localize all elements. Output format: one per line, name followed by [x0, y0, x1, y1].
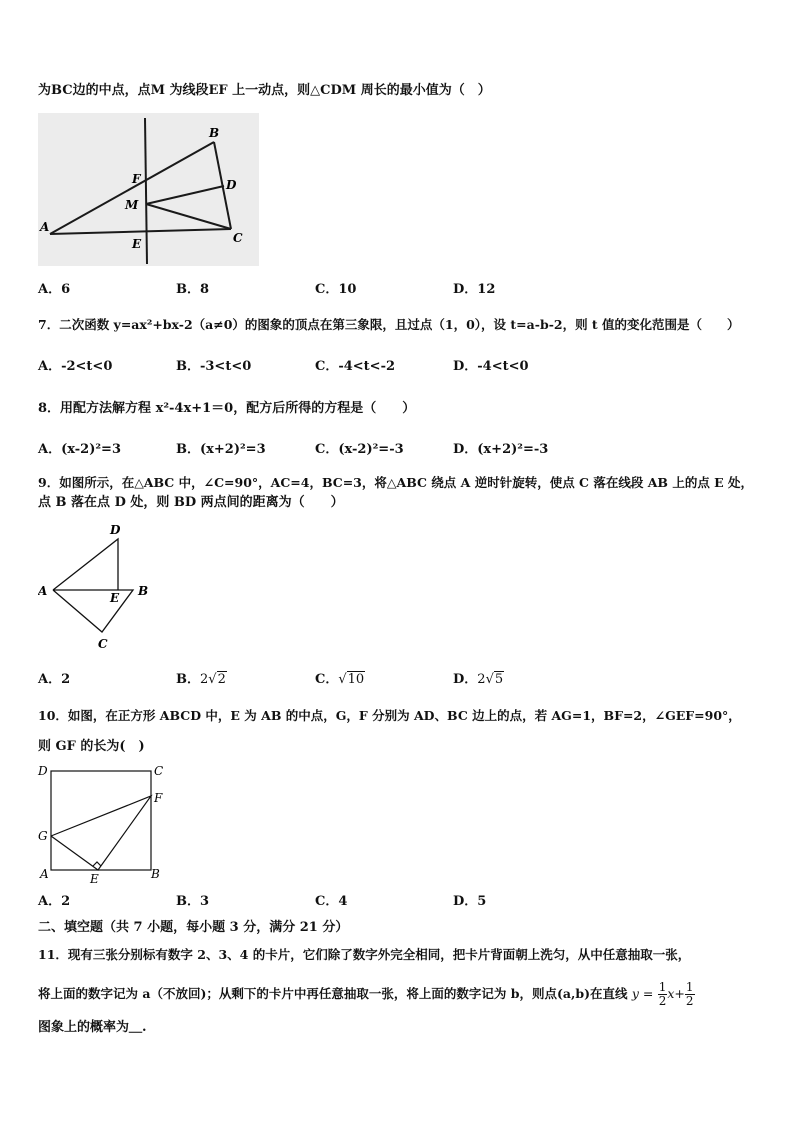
- q6-label-d: D: [226, 178, 237, 192]
- q8-stem: 8．用配方法解方程 x²-4x+1＝0，配方后所得的方程是（ ）: [38, 401, 416, 416]
- q10-option-d: D．5: [453, 894, 487, 909]
- q11-line2: 将上面的数字记为 a（不放回)；从剩下的卡片中再任意抽取一张，将上面的数字记为 b，则点(a,b)在直线 y = $\frac{1}{2}$ x+ $\frac{1}{2}$: [38, 980, 694, 1008]
- q9-stem-line2: 点 B 落在点 D 处，则 BD 两点间的距离为（ ）: [38, 495, 344, 510]
- q6-option-a: A．6: [38, 282, 71, 297]
- q9-option-b: B．2√2: [176, 672, 226, 687]
- q9-label-e: E: [110, 591, 120, 605]
- q10-label-c: C: [154, 764, 164, 778]
- q7-option-d: D．-4<t<0: [453, 359, 529, 374]
- q6-option-d: D．12: [453, 282, 496, 297]
- q9-label-c: C: [98, 637, 108, 651]
- q7-option-c: C．-4<t<-2: [315, 359, 396, 374]
- q10-label-a: A: [40, 867, 49, 881]
- q9-stem-line1: 9．如图所示，在△ABC 中，∠C=90°，AC=4，BC=3，将△ABC 绕点 A 逆时针旋转，使点 C 落在线段 AB 上的点 E 处，: [38, 475, 754, 490]
- q10-option-a: A．2: [38, 894, 71, 909]
- q6-label-f: F: [132, 172, 141, 186]
- q6-stem: 为BC边的中点，点M 为线段EF 上一动点，则△CDM 周长的最小值为（ ）: [38, 83, 491, 98]
- q10-figure: [36, 762, 171, 884]
- q6-label-m: M: [125, 198, 139, 212]
- q6-figure: [38, 113, 259, 266]
- q6-label-b: B: [209, 126, 220, 140]
- q9-label-d: D: [110, 523, 121, 537]
- q7-option-b: B．-3<t<0: [176, 359, 252, 374]
- q10-stem-line2: 则 GF 的长为( ): [38, 739, 145, 754]
- q8-option-d: D．(x+2)²=-3: [453, 442, 549, 457]
- q6-option-b: B．8: [176, 282, 210, 297]
- section-2-title: 二、填空题（共 7 小题，每小题 3 分，满分 21 分）: [38, 920, 349, 935]
- q10-label-g: G: [38, 829, 48, 843]
- q7-stem: 7．二次函数 y=ax²+bx-2（a≠0）的图象的顶点在第三象限，且过点（1，0），设 t=a-b-2，则 t 值的变化范围是（ ）: [38, 317, 740, 332]
- q9-option-d: D．2√5: [453, 672, 504, 687]
- q6-label-e: E: [132, 237, 142, 251]
- q8-option-a: A．(x-2)²=3: [38, 442, 121, 457]
- q10-option-b: B．3: [176, 894, 210, 909]
- q9-label-b: B: [138, 584, 149, 598]
- q6-option-c: C．10: [315, 282, 357, 297]
- q11-line1: 11．现有三张分别标有数字 2、3、4 的卡片，它们除了数字外完全相同，把卡片背面朝上洗匀，从中任意抽取一张，: [38, 947, 691, 962]
- q7-option-a: A．-2<t<0: [38, 359, 113, 374]
- q9-figure: [38, 520, 158, 652]
- q10-option-c: C．4: [315, 894, 348, 909]
- q9-label-a: A: [38, 584, 48, 598]
- q10-label-d: D: [38, 764, 48, 778]
- q9-option-a: A．2: [38, 672, 71, 687]
- q10-stem-line1: 10．如图，在正方形 ABCD 中，E 为 AB 的中点，G，F 分别为 AD、BC 边上的点，若 AG=1，BF=2，∠GEF=90°，: [38, 708, 741, 723]
- q8-option-c: C．(x-2)²=-3: [315, 442, 404, 457]
- q6-label-a: A: [40, 220, 50, 234]
- q6-label-c: C: [233, 231, 243, 245]
- q11-line3: 图象上的概率为＿.: [38, 1020, 147, 1035]
- q10-label-f: F: [154, 791, 163, 805]
- q10-label-e: E: [90, 872, 99, 884]
- q8-option-b: B．(x+2)²=3: [176, 442, 266, 457]
- q10-label-b: B: [151, 867, 160, 881]
- q9-option-c: C．√10: [315, 672, 365, 687]
